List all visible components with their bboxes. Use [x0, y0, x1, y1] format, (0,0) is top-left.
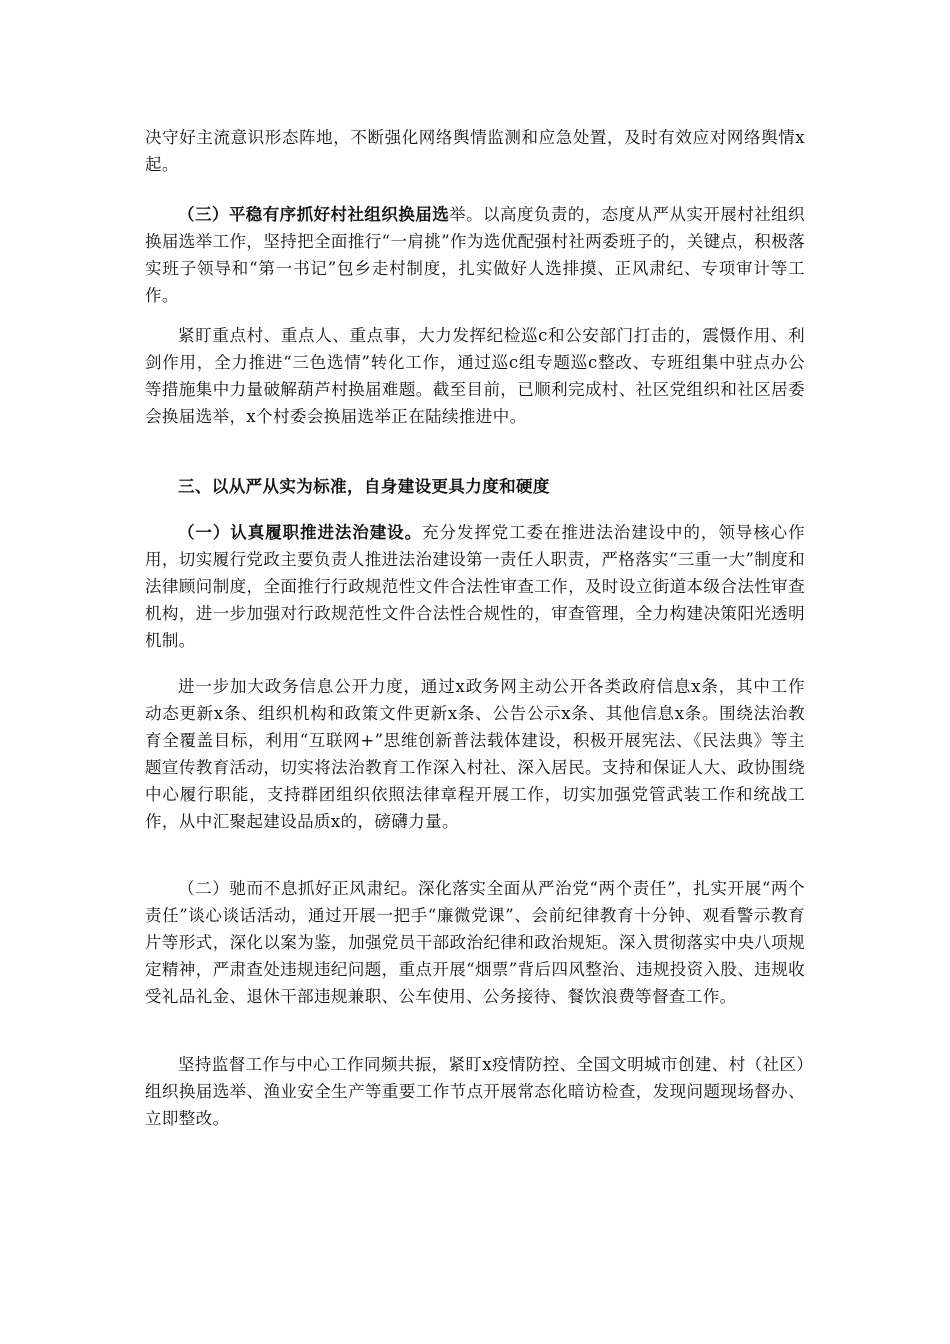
paragraph-7: [145, 1051, 805, 1132]
paragraph-4-lead: （一）认真履职推进法治建设。: [178, 523, 423, 542]
paragraph-2: [145, 201, 805, 309]
paragraph-3-text: 紧盯重点村、重点人、重点事，大力发挥纪检巡c和公安部门打击的，震慑作用、利剑作用，全力推进“三色选情”转化工作，通过巡c组专题巡c整改、专班组集中驻点办公等措施集中力量破解葫芦村换届难题。截至目前，已顺利完成村、社区党组织和社区居委会换届选举，x个村委会换届选举正在陆续推进中。: [145, 326, 805, 426]
paragraph-6-text: （二）驰而不息抓好正风肃纪。深化落实全面从严治党“两个责任”，扎实开展“两个责任”谈心谈话活动，通过开展一把手“廉微党课”、会前纪律教育十分钟、观看警示教育片等形式，深化以案为鉴，加强党员干部政治纪律和政治规矩。深入贯彻落实中央八项规定精神，严肃查处违规违纪问题，重点开展“烟票”背后四风整治、违规投资入股、违规收受礼品礼金、退休干部违规兼职、公车使用、公务接待、餐饮浪费等督查工作。: [145, 879, 805, 1006]
paragraph-1: [145, 124, 805, 178]
paragraph-2-lead: （三）平稳有序抓好村社组织换届选: [178, 205, 450, 224]
paragraph-4-body: 充分发挥党工委在推进法治建设中的，领导核心作用，切实履行党政主要负责人推进法治建设第一责任人职责，严格落实“三重一大”制度和法律顾问制度，全面推行行政规范性文件合法性审查工作，及时设立街道本级合法性审查机构，进一步加强对行政规范性文件合法性合规性的，审查管理，全力构建决策阳光透明机制。: [145, 523, 805, 650]
paragraph-6: [145, 875, 805, 1010]
paragraph-3: [145, 322, 805, 430]
paragraph-5-text: 进一步加大政务信息公开力度，通过x政务网主动公开各类政府信息x条，其中工作动态更新x条、组织机构和政策文件更新x条、公告公示x条、其他信息x条。围绕法治教育全覆盖目标，利用“互联网+”思维创新普法载体建设，积极开展宪法、《民法典》等主题宣传教育活动，切实将法治教育工作深入村社、深入居民。支持和保证人大、政协围绕中心履行职能，支持群团组织依照法律章程开展工作，切实加强党管武装工作和统战工作，从中汇聚起建设品质x的，磅礴力量。: [145, 677, 805, 831]
paragraph-1-text: 决守好主流意识形态阵地，不断强化网络舆情监测和应急处置，及时有效应对网络舆情x起。: [145, 128, 805, 174]
paragraph-5: [145, 673, 805, 835]
paragraph-7-text: 坚持监督工作与中心工作同频共振，紧盯x疫情防控、全国文明城市创建、村（社区）组织换届选举、渔业安全生产等重要工作节点开展常态化暗访检查，发现问题现场督办、立即整改。: [145, 1055, 805, 1128]
paragraph-4: [145, 519, 805, 654]
section-heading-3: 三、以从严从实为标准，自身建设更具力度和硬度: [178, 477, 550, 496]
paragraph-2-body: 举。以高度负责的，态度从严从实开展村社组织换届选举工作，坚持把全面推行“一肩挑”作为选优配强村社两委班子的，关键点，积极落实班子领导和“第一书记”包乡走村制度，扎实做好人选排摸、正风肃纪、专项审计等工作。: [145, 205, 805, 305]
